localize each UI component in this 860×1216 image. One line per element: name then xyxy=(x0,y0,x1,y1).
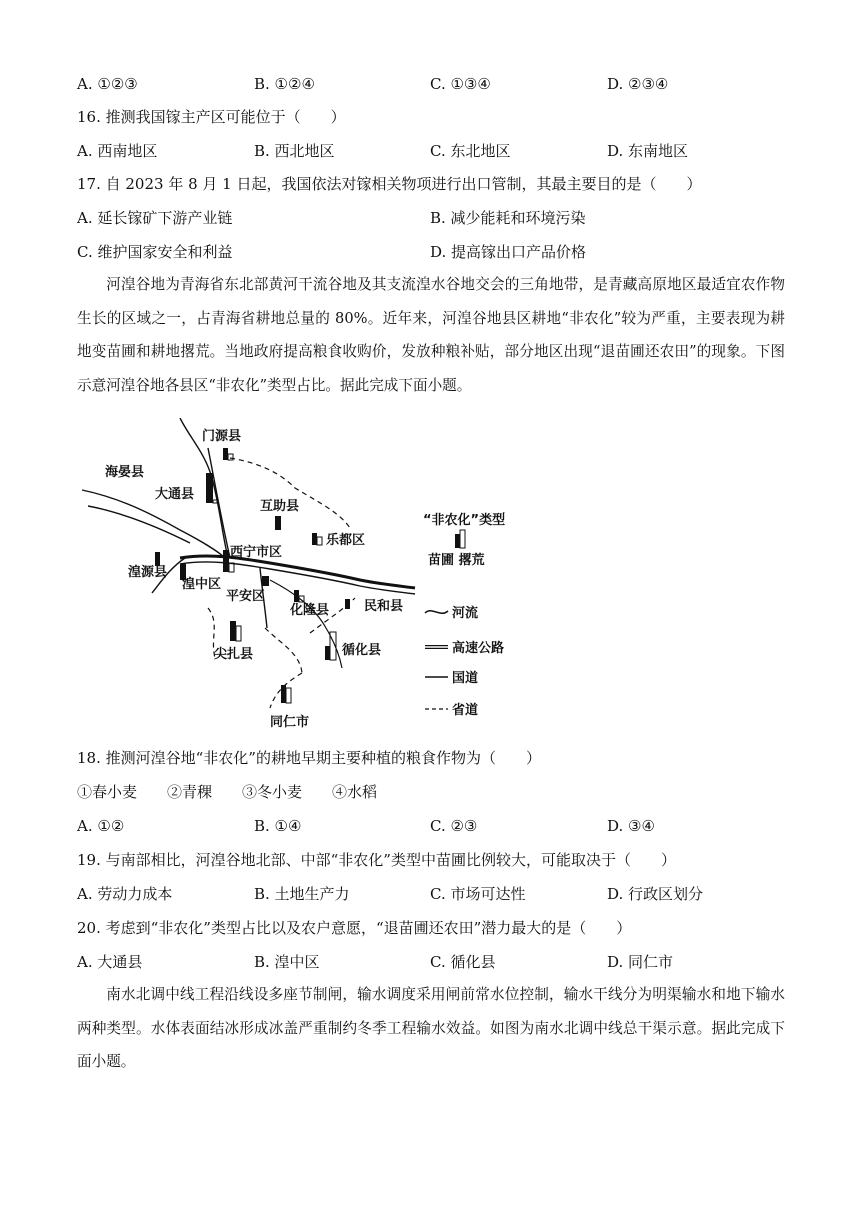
q19-option-a[interactable]: A. 劳动力成本 xyxy=(77,885,173,903)
river-line xyxy=(82,490,225,558)
label-huangyuan: 湟源县 xyxy=(128,565,168,580)
legend-national-road: 国道 xyxy=(452,671,479,686)
label-datong: 大通县 xyxy=(155,487,195,502)
q19-option-b[interactable]: B. 土地生产力 xyxy=(254,885,350,903)
q18-option-b[interactable]: B. ①④ xyxy=(254,817,302,835)
q15-option-c[interactable]: C. ①③④ xyxy=(430,75,491,93)
q20-option-c[interactable]: C. 循化县 xyxy=(430,953,496,971)
legend-sub: 苗圃 撂荒 xyxy=(428,553,485,568)
q17-stem: 17. 自 2023 年 8 月 1 日起，我国依法对镓相关物项进行出口管制，其最主要目的是（ ） xyxy=(77,175,702,193)
passage-south-north xyxy=(77,978,785,1079)
q20-option-a[interactable]: A. 大通县 xyxy=(77,953,143,971)
label-tongren: 同仁市 xyxy=(270,715,310,730)
label-pingan: 平安区 xyxy=(226,589,266,604)
q16-option-c[interactable]: C. 东北地区 xyxy=(430,142,511,160)
q17-option-d[interactable]: D. 提高镓出口产品价格 xyxy=(430,243,587,261)
map-legend xyxy=(423,512,505,718)
q18-choices: ①春小麦 ②青稞 ③冬小麦 ④水稻 xyxy=(77,783,378,801)
provincial-road-line xyxy=(230,458,350,528)
q16-option-b[interactable]: B. 西北地区 xyxy=(254,142,335,160)
q16-option-d[interactable]: D. 东南地区 xyxy=(607,142,689,160)
hehuang-map xyxy=(80,418,540,736)
legend-expressway: 高速公路 xyxy=(452,641,505,656)
q17-option-a[interactable]: A. 延长镓矿下游产业链 xyxy=(77,209,233,227)
label-xunhua: 循化县 xyxy=(342,643,382,658)
label-hualong: 化隆县 xyxy=(290,603,330,618)
label-minhe: 民和县 xyxy=(364,599,404,614)
passage-hehuang xyxy=(77,268,785,402)
q18-option-d[interactable]: D. ③④ xyxy=(607,817,655,835)
label-haiyan: 海晏县 xyxy=(105,465,145,480)
legend-river: 河流 xyxy=(452,606,479,621)
q15-option-b[interactable]: B. ①②④ xyxy=(254,75,315,93)
passage-hehuang-text: 河湟谷地为青海省东北部黄河干流谷地及其支流湟水谷地交会的三角地带，是青藏高原地区最适宜农作物生长的区域之一，占青海省耕地总量的 80%。近年来，河湟谷地县区耕地“非农化”较为严重，主要表现为耕地变苗圃和耕地撂荒。当地政府提高粮食收购价，发放种粮补贴，部分地区出现“退苗圃还农田”的现象。下图示意河湟谷地各县区“非农化”类型占比。据此完成下面小题。 xyxy=(77,276,785,394)
label-huzhu: 互助县 xyxy=(260,499,300,514)
q18-stem: 18. 推测河湟谷地“非农化”的耕地早期主要种植的粮食作物为（ ） xyxy=(77,749,541,767)
q20-option-d[interactable]: D. 同仁市 xyxy=(607,953,674,971)
label-ledu: 乐都区 xyxy=(326,533,366,548)
q19-stem: 19. 与南部相比，河湟谷地北部、中部“非农化”类型中苗圃比例较大，可能取决于（ ） xyxy=(77,851,676,869)
label-menyuan: 门源县 xyxy=(202,429,242,444)
label-jianzha: 尖扎县 xyxy=(214,647,254,662)
legend-provincial-road: 省道 xyxy=(452,703,479,718)
q15-option-d[interactable]: D. ②③④ xyxy=(607,75,669,93)
q20-option-b[interactable]: B. 湟中区 xyxy=(254,953,320,971)
passage-south-north-text: 南水北调中线工程沿线设多座节制闸，输水调度采用闸前常水位控制，输水干线分为明渠输水和地下输水两种类型。水体表面结冰形成冰盖严重制约冬季工程输水效益。如图为南水北调中线总干渠示意。据此完成下面小题。 xyxy=(77,986,785,1070)
q20-stem: 20. 考虑到“非农化”类型占比以及农户意愿，“退苗圃还农田”潜力最大的是（ ） xyxy=(77,919,632,937)
q16-stem: 16. 推测我国镓主产区可能位于（ ） xyxy=(77,108,346,126)
q19-option-d[interactable]: D. 行政区划分 xyxy=(607,885,704,903)
q16-option-a[interactable]: A. 西南地区 xyxy=(77,142,158,160)
provincial-road-line xyxy=(265,628,302,673)
q17-option-b[interactable]: B. 减少能耗和环境污染 xyxy=(430,209,586,227)
legend-title: “非农化”类型 xyxy=(423,513,506,528)
q15-option-a[interactable]: A. ①②③ xyxy=(77,75,138,93)
river-line xyxy=(88,506,190,543)
q18-option-c[interactable]: C. ②③ xyxy=(430,817,478,835)
label-xining: 西宁市区 xyxy=(230,545,283,560)
q17-option-c[interactable]: C. 维护国家安全和利益 xyxy=(77,243,233,261)
q19-option-c[interactable]: C. 市场可达性 xyxy=(430,885,526,903)
label-huangzhong: 湟中区 xyxy=(182,577,222,592)
national-road-line xyxy=(270,580,342,668)
q18-option-a[interactable]: A. ①② xyxy=(77,817,125,835)
